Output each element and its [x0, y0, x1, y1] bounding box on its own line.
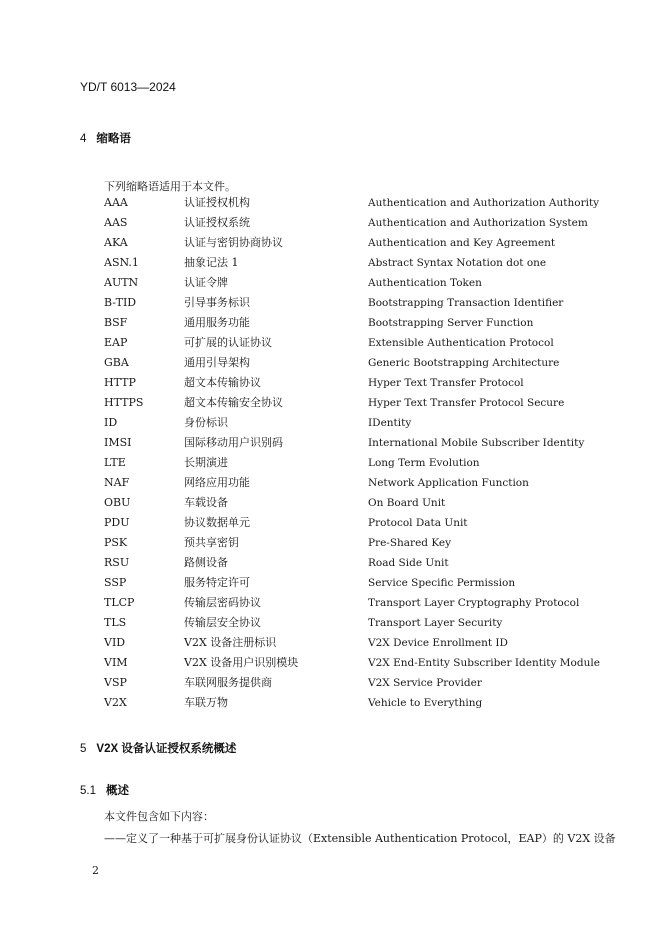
chinese-term: 协议数据单元: [184, 516, 250, 529]
chinese-term: 服务特定许可: [184, 576, 250, 589]
abbreviation-term: AUTN: [104, 276, 139, 289]
section-number: 5: [80, 743, 87, 755]
abbreviation-row: [0, 313, 662, 333]
abbreviation-term: TLCP: [104, 596, 135, 609]
chinese-term: 引导事务标识: [184, 296, 250, 309]
chinese-term: V2X 设备用户识别模块: [184, 656, 299, 669]
english-term: Authentication and Authorization Authority: [368, 197, 600, 209]
abbreviation-row: [0, 653, 662, 673]
chinese-term: V2X 设备注册标识: [184, 636, 277, 649]
chinese-term: 通用引导架构: [184, 356, 250, 369]
abbreviation-term: NAF: [104, 476, 130, 489]
abbreviation-row: [0, 433, 662, 453]
chinese-term: 认证授权机构: [184, 196, 250, 209]
section-number: 5.1: [80, 785, 96, 797]
abbreviation-row: [0, 353, 662, 373]
abbreviation-term: PDU: [104, 516, 130, 529]
abbreviation-term: VSP: [104, 676, 127, 689]
abbreviation-row: [0, 293, 662, 313]
abbreviation-row: [0, 253, 662, 273]
document-code: YD/T 6013—2024: [80, 80, 176, 94]
abbreviation-row: [0, 533, 662, 553]
english-term: International Mobile Subscriber Identity: [368, 437, 585, 449]
abbreviation-term: SSP: [104, 576, 127, 589]
abbreviation-term: HTTP: [104, 376, 136, 389]
abbreviation-term: BSF: [104, 316, 128, 329]
section-number: 4: [80, 133, 87, 145]
chinese-term: 超文本传输协议: [184, 376, 261, 389]
abbreviation-term: VIM: [104, 656, 128, 669]
chinese-term: 认证令牌: [184, 276, 228, 289]
english-term: Generic Bootstrapping Architecture: [368, 357, 560, 369]
english-term: V2X Service Provider: [368, 677, 482, 689]
abbreviation-row: [0, 693, 662, 713]
abbreviation-row: [0, 453, 662, 473]
english-term: Pre-Shared Key: [368, 537, 452, 549]
section-5-1-heading: [80, 782, 129, 798]
chinese-term: 车联万物: [184, 696, 228, 709]
abbreviation-term: AKA: [104, 236, 128, 249]
abbreviation-row: [0, 193, 662, 213]
paragraph: ——定义了一种基于可扩展身份认证协议（Extensible Authentication Protocol，EAP）的 V2X 设备: [104, 832, 616, 845]
abbreviation-term: OBU: [104, 496, 131, 509]
abbreviation-term: RSU: [104, 556, 130, 569]
abbreviation-list: [0, 193, 662, 713]
abbreviation-term: TLS: [104, 616, 127, 629]
abbreviation-row: [0, 393, 662, 413]
chinese-term: 认证授权系统: [184, 216, 250, 229]
abbreviation-row: [0, 613, 662, 633]
english-term: Authentication and Authorization System: [368, 217, 588, 229]
english-term: Authentication and Key Agreement: [368, 237, 556, 249]
chinese-term: 可扩展的认证协议: [184, 336, 272, 349]
section-title: V2X 设备认证授权系统概述: [96, 743, 237, 755]
english-term: On Board Unit: [368, 497, 446, 509]
abbreviation-term: PSK: [104, 536, 128, 549]
abbreviation-row: [0, 273, 662, 293]
chinese-term: 超文本传输安全协议: [184, 396, 283, 409]
chinese-term: 认证与密钥协商协议: [184, 236, 283, 249]
abbreviation-term: AAS: [104, 216, 128, 229]
english-term: Long Term Evolution: [368, 457, 480, 469]
section-title: 缩略语: [96, 133, 131, 145]
abbreviation-term: AAA: [104, 196, 128, 209]
paragraph: 本文件包含如下内容：: [104, 810, 214, 823]
abbreviation-term: GBA: [104, 356, 129, 369]
abbreviation-term: V2X: [104, 696, 127, 709]
abbreviation-term: LTE: [104, 456, 126, 469]
chinese-term: 通用服务功能: [184, 316, 250, 329]
section-4-heading: [80, 130, 131, 146]
chinese-term: 身份标识: [184, 416, 228, 429]
english-term: V2X End-Entity Subscriber Identity Module: [368, 657, 600, 669]
chinese-term: 路侧设备: [184, 556, 228, 569]
section-4-intro: 下列缩略语适用于本文件。: [104, 180, 236, 193]
english-term: Transport Layer Security: [368, 617, 503, 629]
abbreviation-term: EAP: [104, 336, 128, 349]
english-term: Abstract Syntax Notation dot one: [368, 257, 547, 269]
abbreviation-row: [0, 333, 662, 353]
abbreviation-row: [0, 633, 662, 653]
chinese-term: 预共享密钥: [184, 536, 239, 549]
abbreviation-row: [0, 553, 662, 573]
chinese-term: 车载设备: [184, 496, 228, 509]
section-5-heading: [80, 740, 236, 756]
abbreviation-row: [0, 513, 662, 533]
english-term: Protocol Data Unit: [368, 517, 468, 529]
english-term: Hyper Text Transfer Protocol Secure: [368, 397, 565, 409]
chinese-term: 车联网服务提供商: [184, 676, 272, 689]
abbreviation-term: ASN.1: [104, 256, 139, 269]
chinese-term: 传输层安全协议: [184, 616, 261, 629]
abbreviation-row: [0, 473, 662, 493]
english-term: IDentity: [368, 417, 412, 429]
page-number: 2: [92, 864, 99, 877]
abbreviation-row: [0, 573, 662, 593]
abbreviation-row: [0, 673, 662, 693]
english-term: Extensible Authentication Protocol: [368, 337, 554, 349]
chinese-term: 国际移动用户识别码: [184, 436, 283, 449]
abbreviation-term: HTTPS: [104, 396, 144, 409]
chinese-term: 抽象记法 1: [184, 256, 239, 269]
chinese-term: 网络应用功能: [184, 476, 250, 489]
english-term: Road Side Unit: [368, 557, 449, 569]
section-title: 概述: [106, 785, 129, 797]
abbreviation-row: [0, 213, 662, 233]
abbreviation-term: VID: [104, 636, 126, 649]
english-term: Authentication Token: [368, 277, 482, 289]
chinese-term: 传输层密码协议: [184, 596, 261, 609]
english-term: Transport Layer Cryptography Protocol: [368, 597, 580, 609]
english-term: Service Specific Permission: [368, 577, 516, 589]
abbreviation-term: ID: [104, 416, 118, 429]
abbreviation-row: [0, 373, 662, 393]
english-term: Bootstrapping Transaction Identifier: [368, 297, 564, 309]
english-term: Network Application Function: [368, 477, 529, 489]
abbreviation-row: [0, 233, 662, 253]
abbreviation-term: B-TID: [104, 296, 137, 309]
english-term: V2X Device Enrollment ID: [368, 637, 508, 649]
english-term: Vehicle to Everything: [368, 697, 483, 709]
abbreviation-term: IMSI: [104, 436, 132, 449]
english-term: Bootstrapping Server Function: [368, 317, 534, 329]
abbreviation-row: [0, 593, 662, 613]
abbreviation-row: [0, 413, 662, 433]
english-term: Hyper Text Transfer Protocol: [368, 377, 524, 389]
chinese-term: 长期演进: [184, 456, 228, 469]
abbreviation-row: [0, 493, 662, 513]
